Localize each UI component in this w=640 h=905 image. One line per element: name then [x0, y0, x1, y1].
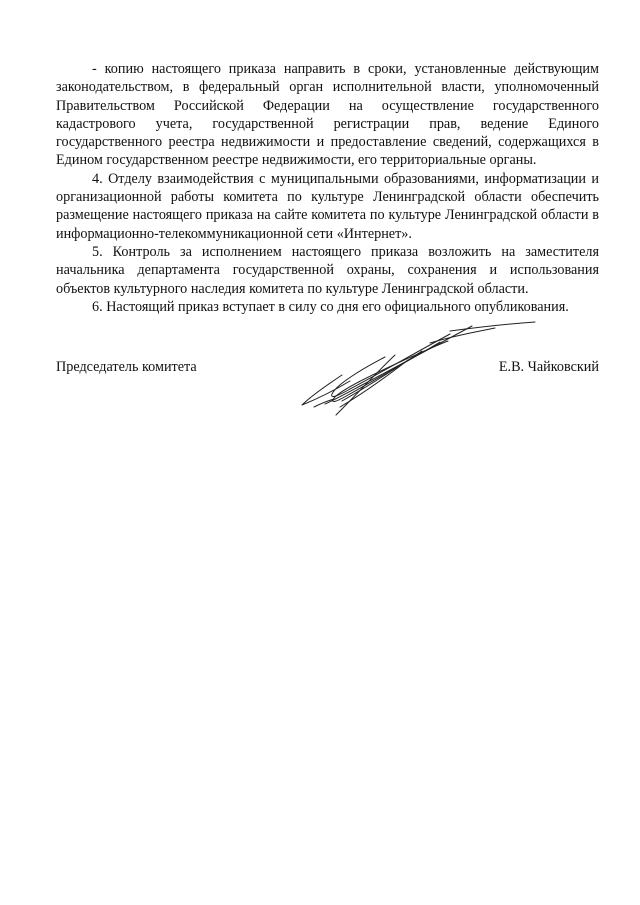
- signer-position: Председатель комитета: [56, 359, 197, 375]
- paragraph-item-6: 6. Настоящий приказ вступает в силу со дня его официального опубликования.: [92, 298, 569, 315]
- paragraph-item-5: 5. Контроль за исполнением настоящего приказа возложить на заместителя начальника департамента государственной охраны, сохранения и использования объектов культурного наследия комитета по культуре Ленинградской области.: [56, 243, 599, 297]
- signer-name: Е.В. Чайковский: [498, 359, 599, 375]
- paragraph-item-4: 4. Отделу взаимодействия с муниципальными образованиями, информатизации и организационной работы комитета по культуре Ленинградской области обеспечить размещение настоящего приказа на сайте комитета по культуре Ленинградской области в информационно-телекоммуникационной сети «Интернет».: [56, 170, 599, 242]
- paragraph-copy-distribution: - копию настоящего приказа направить в сроки, установленные действующим законодательством, в федеральный орган исполнительной власти, уполномоченный Правительством Российской Федерации на осуществление государственного кадастрового учета, государственной регистрации прав, ведение Единого государственного реестра недвижимости и предоставление сведений, содержащихся в Едином государственном реестре недвижимости, его территориальные органы.: [56, 61, 599, 169]
- document-body: [56, 60, 599, 316]
- signature-block: [56, 358, 599, 378]
